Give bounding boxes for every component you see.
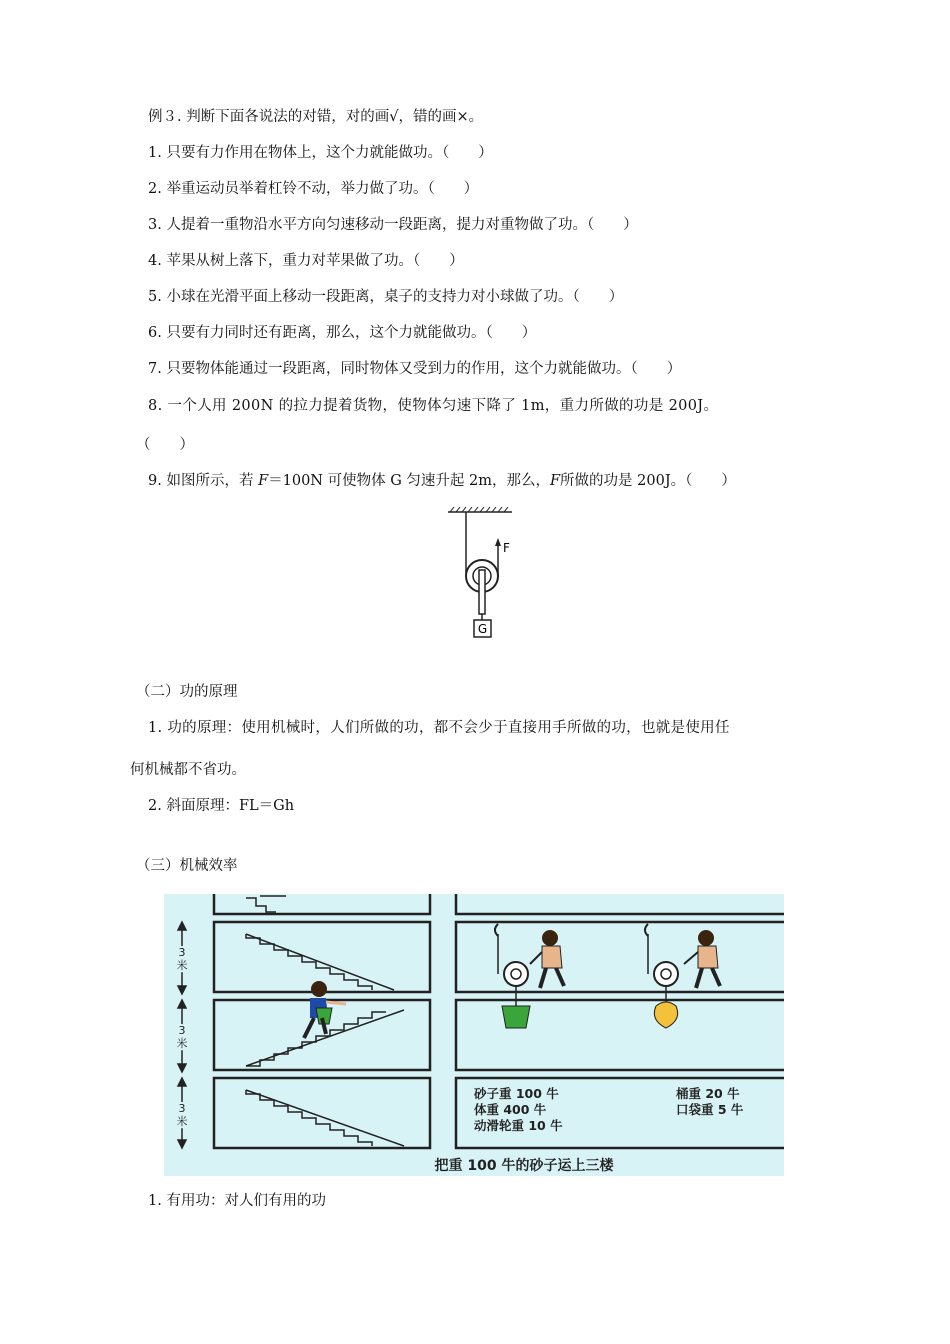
- question-5: 5. 小球在光滑平面上移动一段距离，桌子的支持力对小球做了功。（ ）: [148, 289, 624, 305]
- question-8: 8. 一个人用 200N 的拉力提着货物，使物体匀速下降了 1m，重力所做的功是 200J。: [148, 398, 719, 414]
- useful-work-line: 1. 有用功：对人们有用的功: [148, 1193, 326, 1209]
- question-8-brackets: （ ）: [136, 437, 194, 453]
- info-sand-weight: 砂子重 100 牛: [474, 1086, 559, 1101]
- info-body-weight: 体重 400 牛: [474, 1102, 547, 1117]
- scene-caption: 把重 100 牛的砂子运上三楼: [434, 1158, 614, 1174]
- incline-principle: 2. 斜面原理：FL＝Gh: [148, 798, 295, 814]
- arrow-up-icon: [495, 538, 501, 546]
- height-label-num-1: 3: [178, 946, 186, 959]
- pulley-frame: [479, 570, 485, 614]
- question-1: 1. 只要有力作用在物体上，这个力就能做功。（ ）: [148, 145, 493, 161]
- question-4: 4. 苹果从树上落下，重力对苹果做了功。（ ）: [148, 253, 464, 269]
- height-label-num-2: 3: [178, 1024, 186, 1037]
- movable-pulley-figure: [440, 504, 520, 644]
- q9-prefix: 9. 如图所示，若: [148, 473, 259, 489]
- example3-title: 例３. 判断下面各说法的对错，对的画√，错的画×。: [148, 109, 484, 125]
- ceiling-icon: [448, 507, 512, 512]
- question-7: 7. 只要物体能通过一段距离，同时物体又受到力的作用，这个力就能做功。（ ）: [148, 361, 682, 377]
- info-bag-weight: 口袋重 5 牛: [676, 1102, 744, 1117]
- force-label: F: [503, 541, 510, 555]
- info-bucket-weight: 桶重 20 牛: [676, 1086, 740, 1101]
- height-label-unit-2: 米: [176, 1037, 188, 1050]
- question-9: [148, 471, 736, 491]
- question-3: 3. 人提着一重物沿水平方向匀速移动一段距离，提力对重物做了功。（ ）: [148, 217, 638, 233]
- question-2: 2. 举重运动员举着杠铃不动，举力做了功。（ ）: [148, 181, 479, 197]
- sand-lifting-scene: [164, 894, 784, 1176]
- question-6: 6. 只要有力同时还有距离，那么，这个力就能做功。（ ）: [148, 325, 537, 341]
- pulley-bag-setup-icon: [645, 924, 720, 1028]
- section3-heading: （三）机械效率: [136, 858, 238, 874]
- height-label-unit-3: 米: [176, 1115, 188, 1128]
- height-label-num-3: 3: [178, 1102, 186, 1115]
- work-principle-line2: 何机械都不省功。: [130, 762, 246, 778]
- info-pulley-weight: 动滑轮重 10 牛: [474, 1118, 563, 1133]
- height-label-unit-1: 米: [176, 959, 188, 972]
- q9-suffix: 所做的功是 200J。（ ）: [560, 473, 736, 489]
- q9-force-symbol-2: F: [549, 473, 561, 489]
- scene-svg: [164, 894, 784, 1176]
- work-principle-line1: 1. 功的原理：使用机械时，人们所做的功，都不会少于直接用手所做的功，也就是使用任: [148, 720, 730, 736]
- weight-label: G: [477, 622, 488, 636]
- section2-heading: （二）功的原理: [136, 684, 238, 700]
- pulley-bucket-setup-icon: [495, 924, 564, 1028]
- q9-force-symbol: F: [258, 473, 269, 489]
- q9-middle: ＝100N 可使物体 G 匀速升起 2m，那么，: [268, 473, 550, 489]
